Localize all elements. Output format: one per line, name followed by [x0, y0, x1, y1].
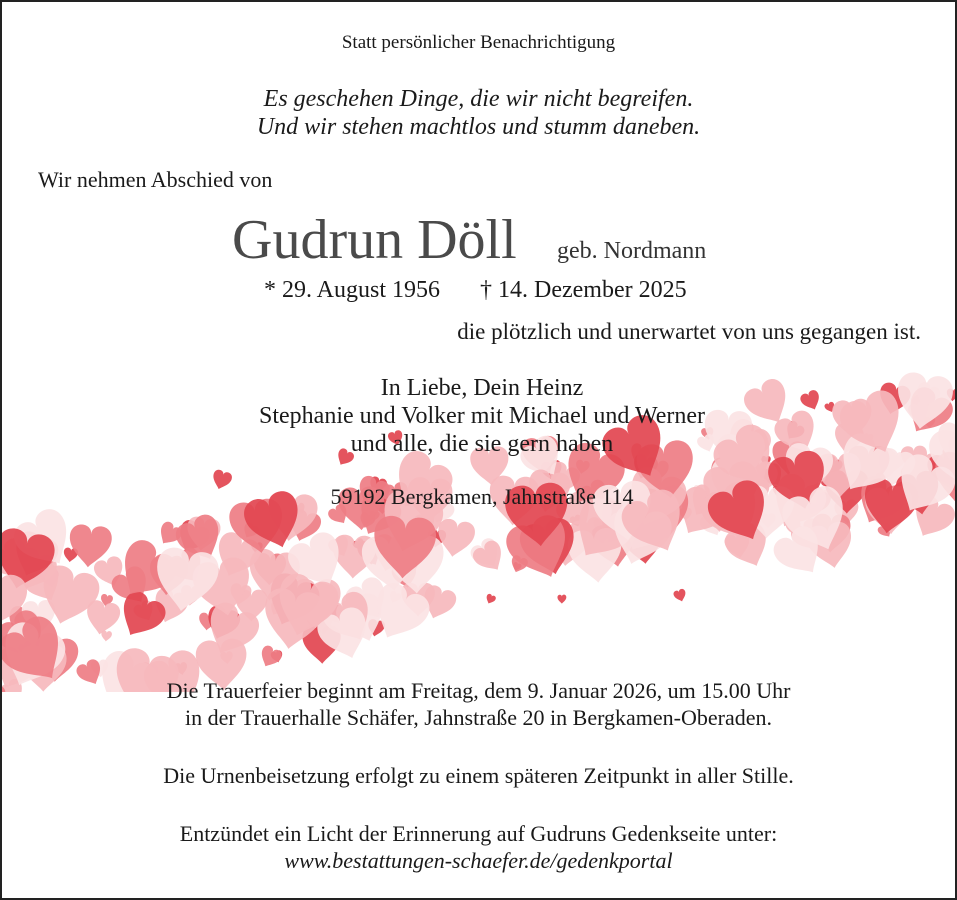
quote-line-1: Es geschehen Dinge, die wir nicht begreifen. — [263, 86, 694, 112]
mourner-line: Stephanie und Volker mit Michael und Werner — [259, 403, 705, 429]
deceased-name: Gudrun Döll — [232, 209, 517, 271]
mourners-block — [222, 374, 742, 458]
memorial-text: Entzündet ein Licht der Erinnerung auf Gudruns Gedenkseite unter: — [179, 821, 778, 846]
heart-shape — [557, 595, 566, 604]
funeral-line-2: in der Trauerhalle Schäfer, Jahnstraße 20 in Bergkamen-Oberaden. — [184, 705, 773, 730]
subline-text: die plötzlich und unerwartet von uns gegangen ist. — [457, 319, 921, 344]
mourner-line: und alle, die sie gern haben — [350, 431, 614, 457]
birth-name: geb. Nordmann — [557, 238, 707, 264]
heart-shape — [673, 588, 688, 603]
funeral-line-1: Die Trauerfeier beginnt am Freitag, dem 9. Januar 2026, um 15.00 Uhr — [166, 678, 791, 703]
intro-text: Wir nehmen Abschied von — [38, 167, 273, 192]
urn-text: Die Urnenbeisetzung erfolgt zu einem späteren Zeitpunkt in aller Stille. — [163, 763, 794, 788]
quote-line-2: Und wir stehen machtlos und stumm daneben. — [256, 114, 701, 140]
heart-shape — [484, 593, 496, 605]
mourner-line: In Liebe, Dein Heinz — [380, 375, 584, 401]
death-date: † 14. Dezember 2025 — [480, 277, 687, 303]
header-text: Statt persönlicher Benachrichtigung — [341, 32, 616, 53]
birth-date: * 29. August 1956 — [264, 277, 441, 303]
heart-shape — [256, 644, 283, 671]
heart-shape — [799, 389, 824, 414]
heart-shape — [470, 538, 510, 578]
memorial-url: www.bestattungen-schaefer.de/gedenkportal — [284, 848, 673, 873]
address-text: 59192 Bergkamen, Jahnstraße 114 — [330, 484, 634, 509]
